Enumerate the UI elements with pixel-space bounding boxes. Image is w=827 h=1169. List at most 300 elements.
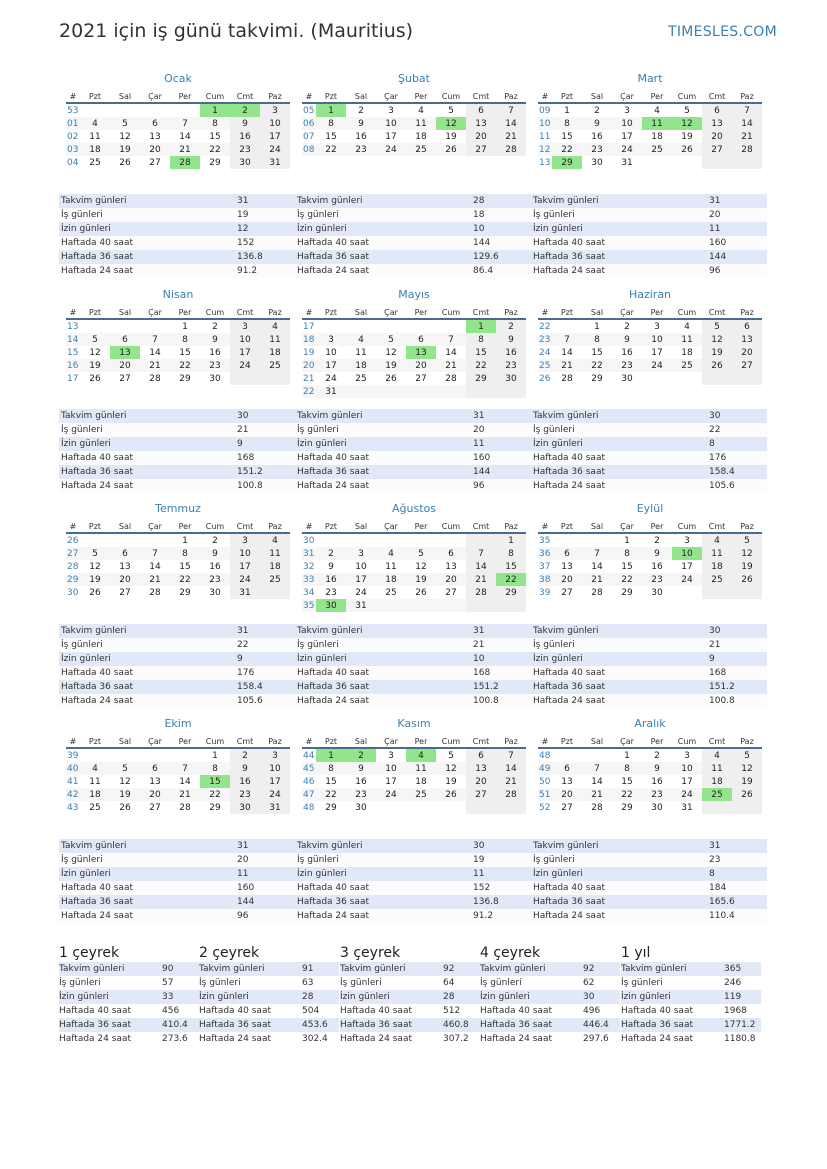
stat-value: 9	[237, 654, 243, 664]
day-cell: 15	[591, 347, 603, 358]
weekday-label: Cum	[441, 521, 461, 531]
weekday-label: Cum	[677, 307, 697, 317]
week-number: 12	[539, 144, 551, 155]
stat-value: 184	[709, 883, 727, 893]
weekday-label: Cmt	[708, 736, 726, 746]
day-cell: 25	[651, 144, 663, 155]
stat-value: 136.8	[237, 252, 263, 262]
day-cell: 14	[149, 561, 161, 572]
stats-row	[531, 423, 767, 437]
day-cell: 27	[466, 143, 496, 156]
weekday-label: Paz	[504, 736, 518, 746]
day-cell: 20	[119, 360, 131, 371]
day-cell: 27	[119, 373, 131, 384]
stats-row	[199, 962, 339, 976]
day-cell	[552, 749, 582, 762]
day-cell: 24	[260, 788, 290, 801]
day-cell: 16	[230, 775, 260, 788]
week-row	[66, 762, 290, 775]
stat-label: Haftada 40 saat	[621, 1006, 693, 1016]
day-cell: 11	[385, 561, 397, 572]
day-cell	[406, 320, 436, 333]
week-number: 28	[67, 561, 79, 572]
stat-label: Takvim günleri	[61, 841, 127, 851]
week-number: 04	[67, 157, 79, 168]
stats-row	[295, 236, 531, 250]
stats-row	[295, 409, 531, 423]
month-stats	[59, 839, 295, 923]
day-cell: 22	[621, 789, 633, 800]
day-cell	[406, 801, 436, 814]
week-number: 51	[539, 789, 551, 800]
day-cell	[436, 801, 466, 814]
holiday-cell: 13	[406, 346, 436, 359]
stat-label: Haftada 40 saat	[480, 1006, 552, 1016]
weekday-label: Per	[650, 736, 664, 746]
day-cell: 31	[260, 156, 290, 169]
month-name: Haziran	[628, 288, 672, 301]
day-cell: 21	[496, 130, 526, 143]
day-cell	[436, 534, 466, 547]
stat-label: İzin günleri	[533, 654, 583, 664]
week-row	[302, 385, 526, 398]
stat-value: 158.4	[709, 467, 735, 477]
week-number: 01	[67, 118, 79, 129]
day-cell: 31	[621, 157, 633, 168]
stats-row	[531, 451, 767, 465]
stat-value: 33	[162, 992, 174, 1002]
day-cell: 29	[621, 587, 633, 598]
week-number: 17	[303, 321, 315, 332]
day-cell	[376, 801, 406, 814]
weekday-header	[538, 90, 762, 104]
stats-row	[295, 479, 531, 493]
week-row	[538, 762, 762, 775]
week-number: 45	[303, 763, 315, 774]
quarter-title: 1 yıl	[621, 945, 651, 961]
stat-label: Haftada 40 saat	[340, 1006, 412, 1016]
stat-label: Haftada 36 saat	[61, 252, 133, 262]
month-stats	[531, 839, 767, 923]
weekday-label: Çar	[384, 307, 398, 317]
week-number-header: #	[69, 307, 77, 317]
day-cell: 7	[152, 334, 158, 345]
day-cell: 26	[385, 373, 397, 384]
weekday-header	[66, 735, 290, 749]
day-cell: 2	[328, 548, 334, 559]
day-cell: 20	[415, 360, 427, 371]
stats-row	[59, 990, 199, 1004]
month-calendar	[538, 288, 762, 385]
day-cell: 8	[182, 334, 188, 345]
day-cell: 22	[325, 144, 337, 155]
day-cell: 24	[651, 360, 663, 371]
day-cell: 16	[355, 776, 367, 787]
stat-value: 144	[709, 252, 727, 262]
holiday-cell: 12	[672, 117, 702, 130]
month-stats	[531, 194, 767, 278]
day-cell: 4	[684, 321, 690, 332]
stat-value: 446.4	[583, 1020, 609, 1030]
stat-value: 28	[473, 196, 485, 206]
weekday-label: Pzt	[560, 521, 574, 531]
day-cell: 16	[496, 346, 526, 359]
day-cell: 29	[496, 586, 526, 599]
day-cell	[672, 372, 702, 385]
week-number: 33	[303, 574, 315, 585]
day-cell: 3	[328, 334, 334, 345]
day-cell: 25	[385, 587, 397, 598]
week-number: 05	[303, 105, 315, 116]
stat-value: 11	[473, 439, 485, 449]
week-row	[538, 156, 762, 169]
stats-row	[480, 1004, 620, 1018]
day-cell: 5	[732, 749, 762, 762]
week-row	[538, 117, 762, 130]
weekday-header	[538, 306, 762, 320]
stat-label: Takvim günleri	[297, 841, 363, 851]
day-cell: 29	[179, 587, 191, 598]
weekday-label: Sal	[354, 521, 368, 531]
month-calendar	[302, 288, 526, 398]
day-cell: 9	[358, 118, 364, 129]
stat-value: 31	[237, 196, 249, 206]
stat-value: 30	[583, 992, 595, 1002]
stat-label: Haftada 36 saat	[61, 682, 133, 692]
day-cell: 23	[621, 360, 633, 371]
stats-row	[59, 451, 295, 465]
day-cell: 13	[561, 776, 573, 787]
day-cell: 14	[445, 347, 457, 358]
stat-label: Haftada 24 saat	[199, 1034, 271, 1044]
stats-row	[59, 437, 295, 451]
day-cell	[80, 320, 110, 333]
stats-row	[621, 1032, 761, 1046]
stats-row	[199, 990, 339, 1004]
stat-label: Takvim günleri	[621, 964, 687, 974]
day-cell: 21	[496, 775, 526, 788]
week-row	[66, 560, 290, 573]
stat-label: İş günleri	[533, 640, 575, 650]
stat-label: Takvim günleri	[533, 841, 599, 851]
day-cell: 25	[89, 802, 101, 813]
stat-value: 31	[237, 626, 249, 636]
stat-value: 152	[237, 238, 255, 248]
day-cell	[552, 534, 582, 547]
day-cell: 6	[418, 334, 424, 345]
week-number: 11	[539, 131, 551, 142]
day-cell: 1	[624, 750, 630, 761]
stat-value: 151.2	[709, 682, 735, 692]
day-cell: 19	[732, 775, 762, 788]
week-row	[302, 762, 526, 775]
stat-value: 100.8	[709, 696, 735, 706]
week-row	[538, 320, 762, 333]
stats-row	[340, 962, 480, 976]
day-cell: 14	[561, 347, 573, 358]
day-cell: 24	[260, 143, 290, 156]
stat-label: Takvim günleri	[297, 411, 363, 421]
day-cell	[80, 749, 110, 762]
stat-label: Haftada 36 saat	[297, 682, 369, 692]
week-row	[66, 573, 290, 586]
stats-row	[531, 694, 767, 708]
stats-row	[295, 194, 531, 208]
stat-value: 19	[237, 210, 249, 220]
day-cell: 23	[230, 143, 260, 156]
stat-value: 91	[302, 964, 314, 974]
stats-row	[531, 853, 767, 867]
week-row	[302, 320, 526, 333]
week-number: 47	[303, 789, 315, 800]
week-row	[302, 599, 526, 612]
day-cell: 7	[564, 334, 570, 345]
stats-row	[295, 666, 531, 680]
stat-value: 20	[237, 855, 249, 865]
day-cell	[406, 534, 436, 547]
stat-label: Takvim günleri	[533, 196, 599, 206]
week-number-header: #	[541, 521, 549, 531]
weekday-label: Çar	[620, 521, 634, 531]
stat-value: 496	[583, 1006, 601, 1016]
stats-row	[59, 976, 199, 990]
week-row	[538, 346, 762, 359]
day-cell: 29	[325, 802, 337, 813]
day-cell: 29	[209, 802, 221, 813]
day-cell: 6	[732, 320, 762, 333]
week-number: 36	[539, 548, 551, 559]
day-cell: 8	[594, 334, 600, 345]
stat-label: Haftada 40 saat	[533, 238, 605, 248]
stats-row	[59, 909, 295, 923]
day-cell: 14	[732, 117, 762, 130]
stat-value: 10	[473, 224, 485, 234]
weekday-label: Cmt	[236, 307, 254, 317]
stats-row	[531, 208, 767, 222]
stat-label: Haftada 36 saat	[533, 897, 605, 907]
day-cell: 31	[325, 386, 337, 397]
day-cell: 10	[385, 763, 397, 774]
day-cell: 17	[260, 130, 290, 143]
week-row	[302, 104, 526, 117]
day-cell: 8	[624, 548, 630, 559]
stat-label: Haftada 36 saat	[340, 1020, 412, 1030]
stats-row	[621, 1018, 761, 1032]
weekday-label: Pzt	[324, 736, 338, 746]
day-cell: 11	[415, 763, 427, 774]
day-cell: 30	[355, 802, 367, 813]
day-cell: 9	[230, 762, 260, 775]
weekday-header	[538, 520, 762, 534]
stat-value: 456	[162, 1006, 180, 1016]
day-cell: 30	[230, 801, 260, 814]
stat-value: 168	[237, 453, 255, 463]
stat-label: İş günleri	[59, 978, 101, 988]
stat-label: Haftada 24 saat	[61, 696, 133, 706]
weekday-label: Per	[650, 307, 664, 317]
day-cell	[140, 749, 170, 762]
day-cell	[436, 320, 466, 333]
stats-row	[295, 652, 531, 666]
weekday-label: Sal	[590, 736, 604, 746]
day-cell: 22	[591, 360, 603, 371]
day-cell	[80, 534, 110, 547]
week-number: 19	[303, 347, 315, 358]
day-cell: 26	[415, 587, 427, 598]
stat-label: İş günleri	[533, 210, 575, 220]
day-cell: 6	[152, 118, 158, 129]
day-cell: 31	[355, 600, 367, 611]
day-cell: 28	[591, 587, 603, 598]
holiday-cell: 28	[170, 156, 200, 169]
stats-row	[199, 976, 339, 990]
day-cell: 18	[702, 560, 732, 573]
week-row	[66, 749, 290, 762]
day-cell	[80, 104, 110, 117]
day-cell: 10	[385, 118, 397, 129]
stat-value: 9	[709, 654, 715, 664]
day-cell: 28	[591, 802, 603, 813]
stats-row	[59, 264, 295, 278]
stats-row	[295, 853, 531, 867]
day-cell: 30	[621, 373, 633, 384]
day-cell	[230, 372, 260, 385]
week-number: 13	[539, 157, 551, 168]
week-number: 25	[539, 360, 551, 371]
month-calendar	[302, 717, 526, 814]
day-cell: 27	[149, 157, 161, 168]
stat-label: Haftada 24 saat	[480, 1034, 552, 1044]
stats-row	[59, 624, 295, 638]
day-cell: 5	[448, 750, 454, 761]
day-cell: 23	[325, 587, 337, 598]
stats-row	[59, 1018, 199, 1032]
day-cell: 6	[564, 763, 570, 774]
day-cell: 23	[591, 144, 603, 155]
stat-value: 8	[709, 869, 715, 879]
day-cell: 8	[624, 763, 630, 774]
week-row	[66, 586, 290, 599]
stat-label: İzin günleri	[533, 869, 583, 879]
week-number: 29	[67, 574, 79, 585]
weekday-label: Pzt	[324, 521, 338, 531]
stat-label: Haftada 24 saat	[61, 481, 133, 491]
stat-value: 30	[709, 626, 721, 636]
day-cell	[466, 385, 496, 398]
day-cell: 10	[355, 561, 367, 572]
stat-value: 504	[302, 1006, 320, 1016]
stat-label: Haftada 40 saat	[61, 668, 133, 678]
week-number: 20	[303, 360, 315, 371]
stat-label: Haftada 36 saat	[533, 252, 605, 262]
weekday-label: Çar	[148, 91, 162, 101]
stats-row	[199, 1004, 339, 1018]
day-cell: 9	[594, 118, 600, 129]
week-row	[302, 788, 526, 801]
day-cell: 13	[732, 333, 762, 346]
day-cell: 21	[179, 789, 191, 800]
day-cell	[732, 372, 762, 385]
weekday-label: Pzt	[88, 91, 102, 101]
stat-value: 273.6	[162, 1034, 188, 1044]
day-cell: 15	[561, 131, 573, 142]
stat-value: 151.2	[473, 682, 499, 692]
stat-label: Haftada 36 saat	[480, 1020, 552, 1030]
stat-label: Haftada 40 saat	[61, 453, 133, 463]
stat-value: 1180.8	[724, 1034, 756, 1044]
weekday-header	[66, 90, 290, 104]
weekday-label: Sal	[590, 521, 604, 531]
day-cell: 4	[92, 118, 98, 129]
stat-label: Haftada 40 saat	[297, 883, 369, 893]
day-cell: 1	[496, 534, 526, 547]
week-row	[66, 104, 290, 117]
brand-link[interactable]: TIMESLES.COM	[668, 24, 777, 40]
day-cell	[496, 801, 526, 814]
day-cell: 5	[448, 105, 454, 116]
day-cell: 7	[594, 548, 600, 559]
day-cell	[642, 156, 672, 169]
day-cell: 17	[651, 347, 663, 358]
week-number: 09	[539, 105, 551, 116]
stats-row	[59, 652, 295, 666]
stat-value: 31	[473, 626, 485, 636]
stats-row	[59, 680, 295, 694]
day-cell: 12	[89, 347, 101, 358]
weekday-label: Cmt	[472, 521, 490, 531]
day-cell: 11	[260, 547, 290, 560]
stats-row	[199, 1032, 339, 1046]
weekday-label: Cmt	[708, 307, 726, 317]
day-cell: 16	[209, 347, 221, 358]
stat-value: 168	[709, 668, 727, 678]
day-cell: 3	[684, 750, 690, 761]
stat-value: 57	[162, 978, 174, 988]
day-cell: 21	[591, 789, 603, 800]
day-cell: 17	[681, 776, 693, 787]
day-cell: 6	[152, 763, 158, 774]
weekday-label: Çar	[620, 736, 634, 746]
day-cell: 9	[496, 333, 526, 346]
day-cell: 19	[732, 560, 762, 573]
stat-label: Haftada 36 saat	[61, 467, 133, 477]
stat-value: 9	[237, 439, 243, 449]
stat-label: İş günleri	[297, 210, 339, 220]
day-cell: 16	[621, 347, 633, 358]
month-stats	[59, 409, 295, 493]
stat-value: 165.6	[709, 897, 735, 907]
stat-label: İzin günleri	[199, 992, 249, 1002]
weekday-label: Cum	[205, 736, 225, 746]
week-number: 43	[67, 802, 79, 813]
weekday-label: Cmt	[708, 91, 726, 101]
day-cell: 17	[355, 574, 367, 585]
month-name: Temmuz	[155, 502, 201, 515]
day-cell: 18	[651, 131, 663, 142]
day-cell	[260, 372, 290, 385]
holiday-cell: 1	[316, 749, 346, 762]
day-cell: 25	[260, 359, 290, 372]
week-row	[302, 143, 526, 156]
day-cell: 10	[325, 347, 337, 358]
weekday-label: Çar	[384, 91, 398, 101]
day-cell: 8	[182, 548, 188, 559]
weekday-label: Sal	[118, 521, 132, 531]
stat-value: 176	[709, 453, 727, 463]
weekday-label: Paz	[740, 91, 754, 101]
stat-label: Haftada 24 saat	[59, 1034, 131, 1044]
stats-row	[295, 465, 531, 479]
